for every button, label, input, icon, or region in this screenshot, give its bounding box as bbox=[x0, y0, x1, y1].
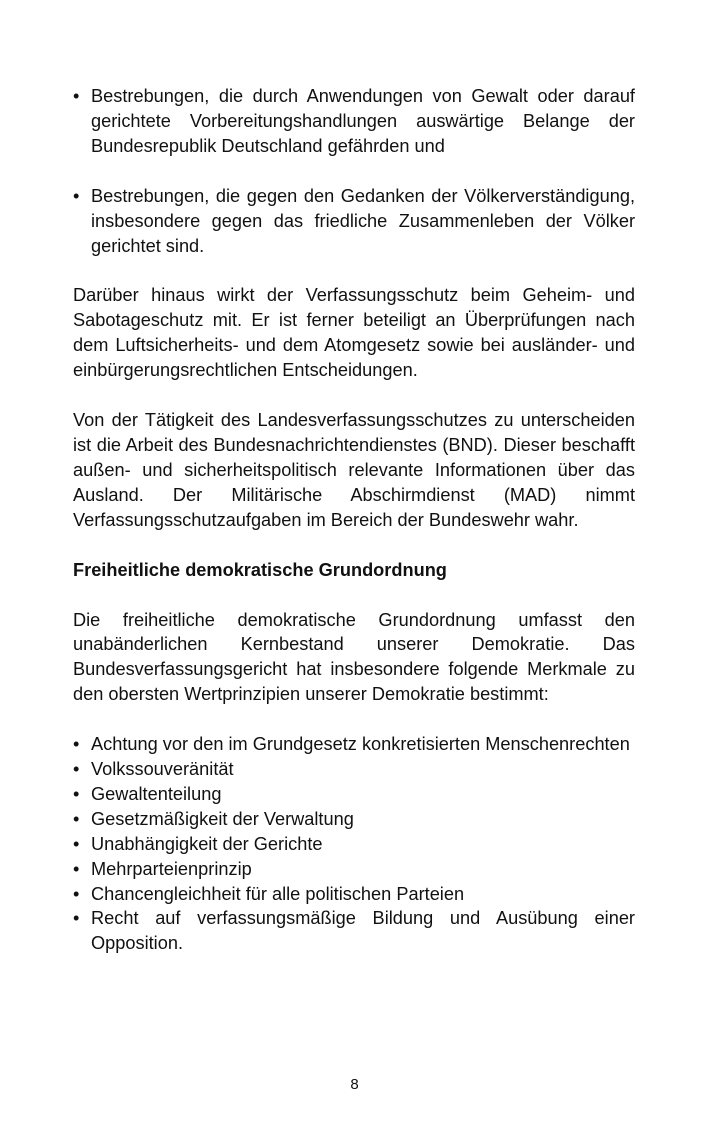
list-item-text: Bestrebungen, die gegen den Gedanken der Völkerverständigung, insbesondere gegen das friedliche Zusammenleben der Völker gerichtet sind. bbox=[91, 185, 635, 256]
list-item bbox=[73, 906, 635, 956]
list-item-text: Bestrebungen, die durch Anwendungen von Gewalt oder darauf gerichtete Vorbereitungshandlungen auswärtige Belange der Bundesrepublik Deutschland gefährden und bbox=[91, 86, 635, 156]
paragraph-bnd-mad: Von der Tätigkeit des Landesverfassungsschutzes zu unterscheiden ist die Arbeit des Bundesnachrichtendienstes (BND). Dieser beschafft außen- und sicherheitspolitisch relevante Informationen über das Ausland. Der Militärische Abschirmdienst (MAD) nimmt Verfassungsschutzaufgaben im Bereich der Bundeswehr wahr. bbox=[73, 410, 635, 530]
bullet-icon: • bbox=[73, 858, 80, 879]
section-heading: Freiheitliche demokratische Grundordnung bbox=[73, 559, 447, 580]
list-item bbox=[73, 757, 635, 782]
list-item bbox=[73, 184, 635, 259]
bullet-icon: • bbox=[73, 86, 80, 106]
list-item-text: Mehrparteienprinzip bbox=[91, 858, 252, 879]
list-item bbox=[73, 857, 635, 882]
list-item bbox=[73, 832, 635, 857]
bullet-icon: • bbox=[73, 759, 80, 780]
list-item bbox=[73, 882, 635, 907]
list-item-text: Recht auf verfassungsmäßige Bildung und Ausübung einer Opposition. bbox=[91, 908, 635, 954]
bullet-icon: • bbox=[73, 833, 80, 854]
list-item bbox=[73, 732, 635, 757]
top-bullet-list bbox=[73, 84, 635, 159]
principles-list bbox=[73, 732, 635, 956]
bullet-icon: • bbox=[73, 734, 80, 755]
section-paragraph: Die freiheitliche demokratische Grundordnung umfasst den unabänderlichen Kernbestand unserer Demokratie. Das Bundesverfassungsgericht hat insbesondere folgende Merkmale zu den obersten Wertprinzipien unserer Demokratie bestimmt: bbox=[73, 609, 635, 705]
list-item-text: Chancengleichheit für alle politischen Parteien bbox=[91, 883, 465, 904]
list-item-text: Gesetzmäßigkeit der Verwaltung bbox=[91, 808, 354, 829]
document-page bbox=[73, 84, 635, 956]
top-bullet-list-2 bbox=[73, 184, 635, 259]
paragraph-geheimschutz: Darüber hinaus wirkt der Verfassungsschutz beim Geheim- und Sabotageschutz mit. Er ist ferner beteiligt an Überprüfungen nach dem Luftsicherheits- und dem Atomgesetz sowie bei ausländer- und einbürgerungsrechtlichen Entscheidungen. bbox=[73, 285, 635, 381]
list-item bbox=[73, 807, 635, 832]
list-item bbox=[73, 84, 635, 159]
list-item-text: Achtung vor den im Grundgesetz konkretisierten Menschenrechten bbox=[91, 734, 630, 755]
bullet-icon: • bbox=[73, 883, 80, 904]
list-item-text: Volkssouveränität bbox=[91, 759, 234, 780]
bullet-icon: • bbox=[73, 783, 80, 804]
bullet-icon: • bbox=[73, 808, 80, 829]
list-item-text: Unabhängigkeit der Gerichte bbox=[91, 833, 323, 854]
bullet-icon: • bbox=[73, 185, 80, 206]
page-number: 8 bbox=[350, 1076, 359, 1093]
list-item bbox=[73, 782, 635, 807]
bullet-icon: • bbox=[73, 908, 80, 929]
list-item-text: Gewaltenteilung bbox=[91, 783, 222, 804]
